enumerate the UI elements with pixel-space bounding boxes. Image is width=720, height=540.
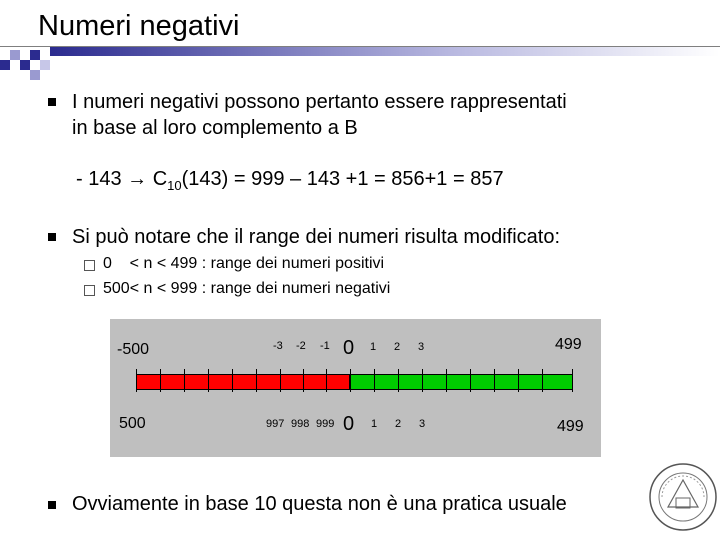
- negative-range-bar: [136, 374, 350, 390]
- label-minus-2: -2: [296, 340, 306, 352]
- example-suffix: (143) = 999 – 143 +1 = 856+1 = 857: [181, 168, 504, 190]
- positive-range-bar: [350, 374, 573, 390]
- checkbox-bullet-icon: [84, 285, 95, 296]
- tick: [572, 369, 573, 392]
- bullet-2: Si può notare che il range dei numeri risulta modificato:: [72, 226, 561, 248]
- label-1-top: 1: [370, 341, 377, 353]
- checkbox-bullet-icon: [84, 260, 95, 271]
- tick: [303, 369, 304, 392]
- tick: [518, 369, 519, 392]
- example-subscript: 10: [167, 178, 182, 193]
- bullet-1-line-1: I numeri negativi possono pertanto essere rappresentati: [72, 91, 567, 113]
- tick: [446, 369, 447, 392]
- tick: [494, 369, 495, 392]
- example-prefix: - 143 → C: [76, 168, 168, 190]
- label-2-top: 2: [394, 341, 401, 353]
- tick: [422, 369, 423, 392]
- bullet-3: Ovviamente in base 10 questa non è una pratica usuale: [72, 493, 567, 515]
- label-zero-top: 0: [343, 337, 355, 359]
- tick: [136, 369, 137, 392]
- decorative-blocks-bar: [0, 47, 720, 81]
- tick: [280, 369, 281, 392]
- label-1-bottom: 1: [371, 418, 378, 430]
- tick: [542, 369, 543, 392]
- bullet-marker: [48, 233, 56, 241]
- label-499-top: 499: [555, 336, 582, 353]
- bullet-marker: [48, 501, 56, 509]
- tick: [208, 369, 209, 392]
- tick: [350, 369, 351, 392]
- label-minus-500: -500: [117, 341, 150, 358]
- bullet-1-line-2: in base al loro complemento a B: [72, 117, 358, 139]
- complement-example: [76, 167, 504, 198]
- tick: [470, 369, 471, 392]
- label-zero-bottom: 0: [343, 413, 355, 435]
- label-2-bottom: 2: [395, 418, 402, 430]
- label-3-top: 3: [418, 341, 425, 353]
- tick: [160, 369, 161, 392]
- tick: [232, 369, 233, 392]
- sub-item-positive: 0 < n < 499 : range dei numeri positivi: [103, 255, 385, 272]
- label-997: 997: [266, 418, 285, 430]
- tick: [374, 369, 375, 392]
- label-minus-3: -3: [273, 340, 283, 352]
- university-seal-logo: [648, 462, 718, 532]
- label-998: 998: [291, 418, 310, 430]
- label-3-bottom: 3: [419, 418, 426, 430]
- tick: [256, 369, 257, 392]
- tick: [326, 369, 327, 392]
- label-999: 999: [316, 418, 335, 430]
- slide-title: Numeri negativi: [38, 10, 240, 42]
- label-500-bottom: 500: [119, 415, 146, 432]
- sub-item-negative: 500< n < 999 : range dei numeri negativi: [103, 280, 391, 297]
- label-minus-1: -1: [320, 340, 330, 352]
- bullet-marker: [48, 98, 56, 106]
- tick: [184, 369, 185, 392]
- tick: [398, 369, 399, 392]
- label-499-bottom: 499: [557, 418, 584, 435]
